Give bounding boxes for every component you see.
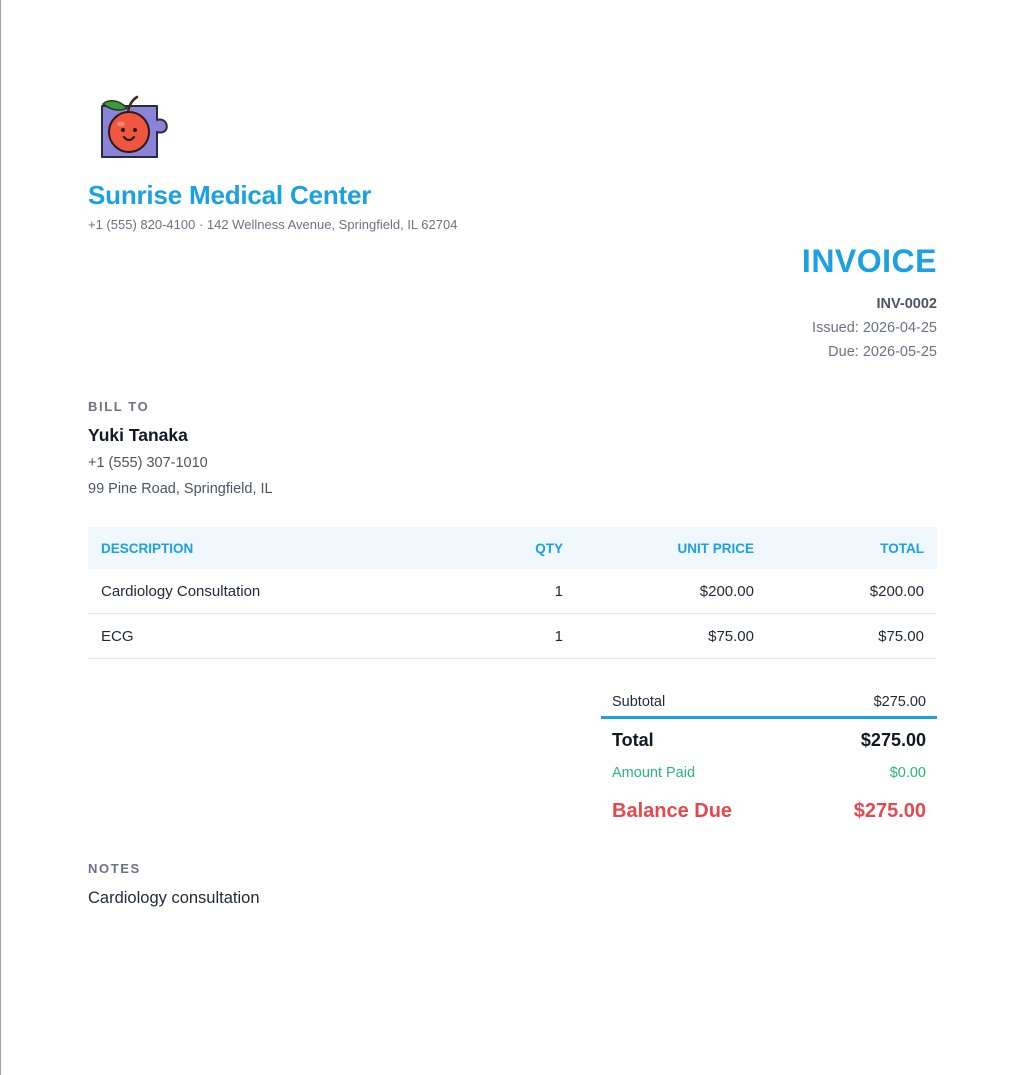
item-qty: 1 [488, 569, 563, 614]
invoice-title: INVOICE [801, 243, 937, 279]
balance-due-row [601, 789, 937, 833]
company-contact: +1 (555) 820-4100 · 142 Wellness Avenue, Springfield, IL 62704 [88, 217, 458, 232]
col-qty: QTY [488, 527, 563, 569]
amount-paid-label: Amount Paid [612, 765, 696, 781]
item-total: $200.00 [767, 569, 937, 614]
due-date: Due: 2026-05-25 [828, 344, 937, 360]
page-edge [0, 0, 1, 1075]
col-description: DESCRIPTION [88, 527, 488, 569]
balance-due-value: $275.00 [853, 800, 926, 822]
bill-to-heading: BILL TO [88, 399, 150, 414]
item-total: $75.00 [767, 614, 937, 659]
line-items-table [88, 527, 937, 659]
total-value: $275.00 [860, 730, 926, 750]
invoice-number: INV-0002 [876, 296, 937, 312]
col-total: TOTAL [767, 527, 937, 569]
bill-to-phone: +1 (555) 307-1010 [88, 455, 208, 471]
table-row [88, 614, 937, 659]
notes-body: Cardiology consultation [88, 889, 260, 907]
notes-heading: NOTES [88, 861, 141, 876]
table-header-row [88, 527, 937, 569]
amount-paid-value: $0.00 [889, 765, 926, 781]
item-unit-price: $75.00 [563, 614, 767, 659]
subtotal-row [601, 688, 937, 719]
item-unit-price: $200.00 [563, 569, 767, 614]
subtotal-value: $275.00 [873, 694, 926, 710]
col-unit-price: UNIT PRICE [563, 527, 767, 569]
company-name: Sunrise Medical Center [88, 180, 372, 210]
subtotal-label: Subtotal [612, 694, 666, 710]
item-description: ECG [88, 614, 488, 659]
bill-to-address: 99 Pine Road, Springfield, IL [88, 481, 273, 497]
issued-date: Issued: 2026-04-25 [812, 320, 937, 336]
balance-due-label: Balance Due [612, 800, 733, 822]
total-row [601, 719, 937, 759]
item-description: Cardiology Consultation [88, 569, 488, 614]
item-qty: 1 [488, 614, 563, 659]
invoice-meta [812, 292, 937, 364]
totals-summary [601, 688, 937, 833]
apple-puzzle-icon [99, 94, 175, 166]
total-label: Total [612, 730, 654, 750]
amount-paid-row [601, 759, 937, 789]
bill-to-name: Yuki Tanaka [88, 425, 188, 445]
table-row [88, 569, 937, 614]
